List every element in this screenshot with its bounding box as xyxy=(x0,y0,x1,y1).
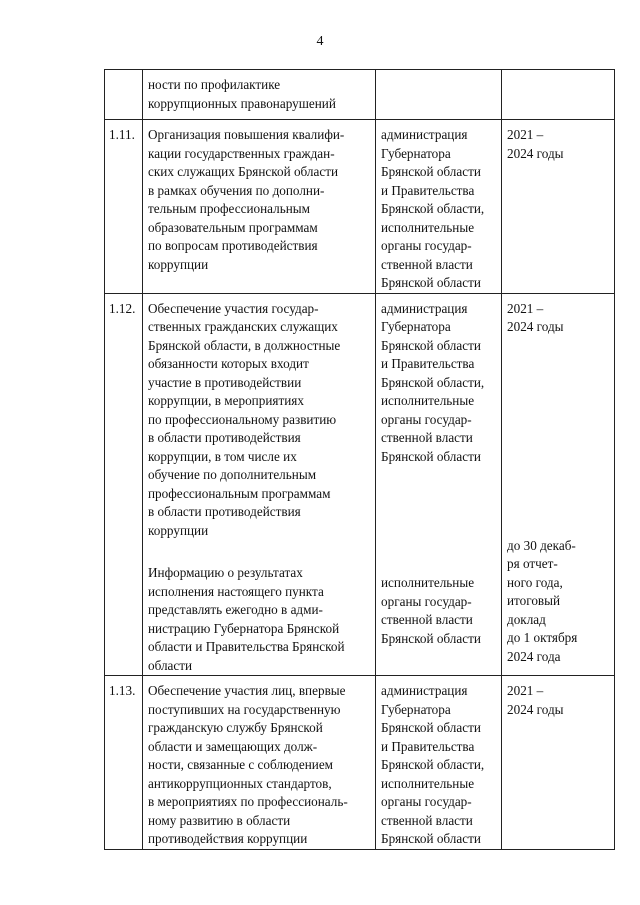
measure-term xyxy=(502,70,614,82)
table-row xyxy=(105,70,615,120)
row-number: 1.11. xyxy=(109,127,135,142)
term-cell xyxy=(502,120,615,294)
description-cell xyxy=(143,70,376,120)
table-row xyxy=(105,120,615,294)
executor-cell xyxy=(376,293,502,676)
measure-executor: администрация Губернатора Брянской области и Правительства Брянской области, исполнительные органы государ- ственной власти Брянской области xyxy=(381,127,485,290)
measure-executor: администрация Губернатора Брянской области и Правительства Брянской области, исполнительные органы государ- ственной власти Брянской области xyxy=(381,300,485,464)
table-row xyxy=(105,293,615,676)
measure-description: Обеспечение участия лиц, впервые поступивших на государственную гражданскую службу Брянской области и замещающих долж- ности, связанные с соблюдением антикоррупционных стандартов, в мероприятиях по профессиональ- ному развитию в области противодействия коррупции xyxy=(148,683,348,846)
reporting-description: Информацию о результатах исполнения настоящего пункта представлять ежегодно в адми- нистрацию Губернатора Брянской области и Правительства Брянской области xyxy=(148,565,345,673)
description-cell xyxy=(143,120,376,294)
row-number-cell xyxy=(105,293,143,676)
reporting-term: до 30 декаб- ря отчет- ного года, итоговый доклад до 1 октября 2024 года xyxy=(507,537,578,664)
row-number: 1.13. xyxy=(109,683,136,698)
measure-description: ности по профилактике коррупционных правонарушений xyxy=(148,77,336,111)
executor-cell xyxy=(376,70,502,120)
row-number xyxy=(105,70,142,82)
term-cell xyxy=(502,293,615,676)
measure-term: 2021 – 2024 годы xyxy=(507,300,564,334)
executor-cell xyxy=(376,676,502,850)
description-cell xyxy=(143,293,376,676)
row-number: 1.12. xyxy=(109,300,136,316)
row-number-cell xyxy=(105,70,143,120)
executor-cell xyxy=(376,120,502,294)
row-number-cell xyxy=(105,676,143,850)
measure-executor xyxy=(376,70,501,82)
measures-table xyxy=(104,69,615,850)
measure-term: 2021 – 2024 годы xyxy=(507,127,564,161)
measure-description: Обеспечение участия государ- ственных гражданских служащих Брянской области, в должностные обязанности которых входит участие в противодействии коррупции, в мероприятиях по профессиональному развитию в области противодействия коррупции, в том числе их обучение по дополнительным профессиональным программам в области противодействия коррупции xyxy=(148,300,341,538)
measure-executor: администрация Губернатора Брянской области и Правительства Брянской области, исполнительные органы государ- ственной власти Брянской области xyxy=(381,683,485,846)
reporting-executor: исполнительные органы государ- ственной власти Брянской области xyxy=(381,575,481,646)
table-row xyxy=(105,676,615,850)
term-cell xyxy=(502,676,615,850)
term-cell xyxy=(502,70,615,120)
row-number-cell xyxy=(105,120,143,294)
measure-term: 2021 – 2024 годы xyxy=(507,683,564,717)
measure-description: Организация повышения квалифи- кации государственных граждан- ских служащих Брянской области в рамках обучения по дополни- тельным профессиональным образовательным программам по вопросам противодействия коррупции xyxy=(148,127,345,272)
description-cell xyxy=(143,676,376,850)
page-number: 4 xyxy=(316,34,324,49)
